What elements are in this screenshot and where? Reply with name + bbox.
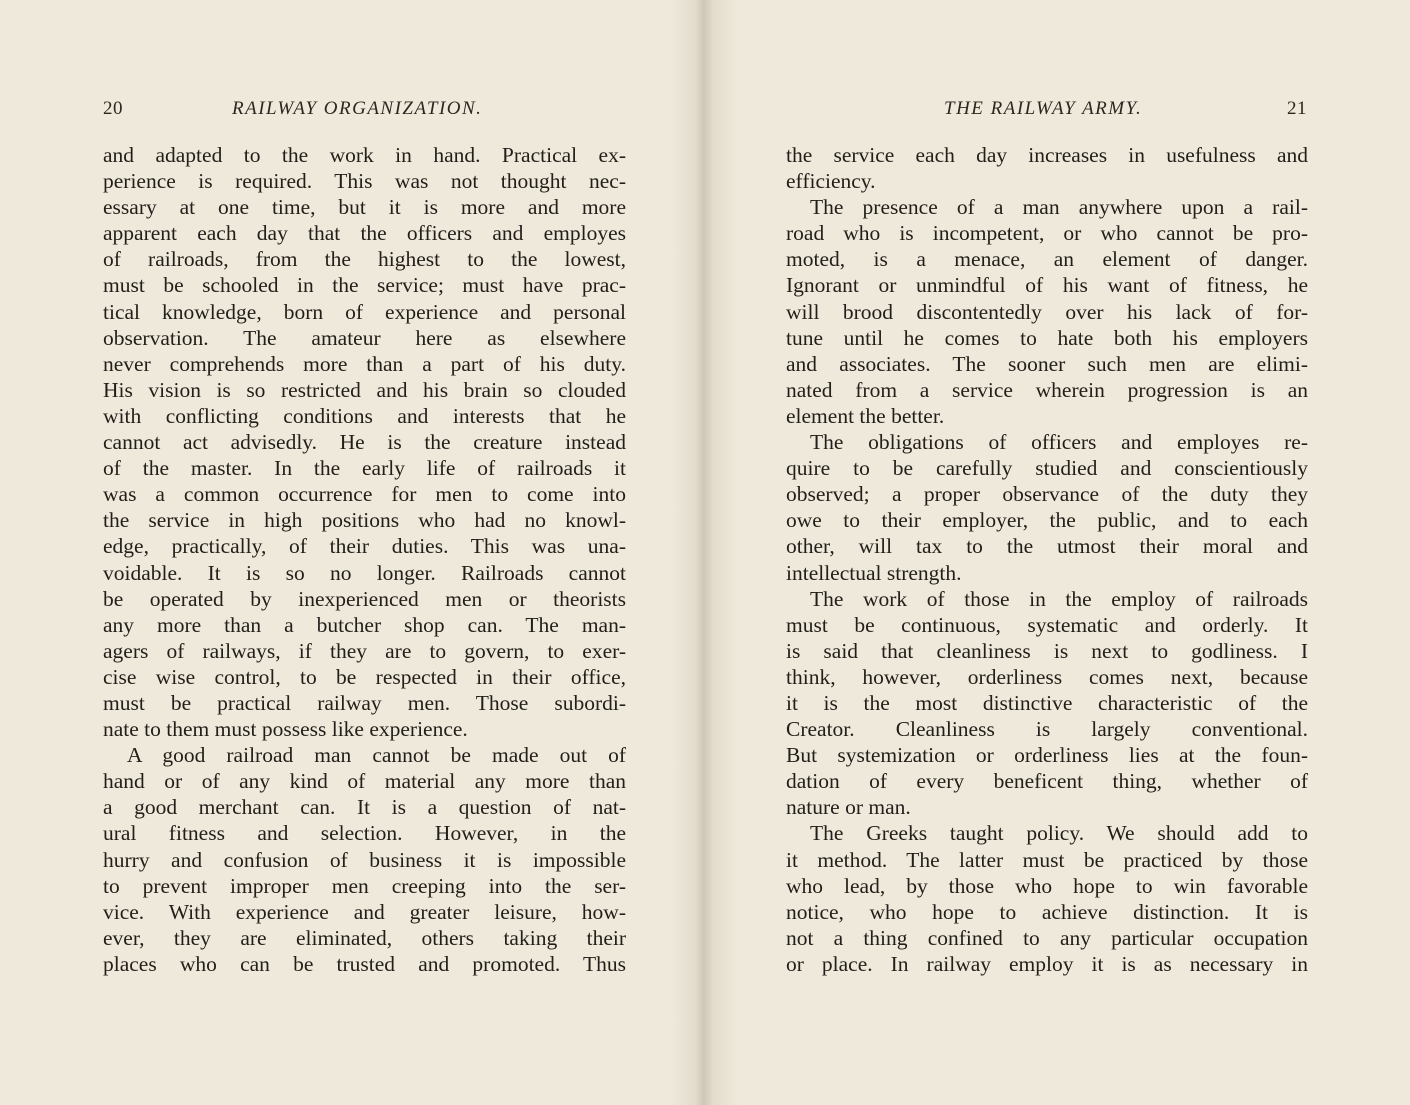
text-line: hand or of any kind of material any more than — [103, 769, 626, 794]
text-line: Ignorant or unmindful of his want of fitness, he — [786, 273, 1308, 298]
text-line: nate to them must possess like experience. — [103, 717, 468, 742]
text-line: The work of those in the employ of railroads — [810, 586, 1308, 611]
text-line: never comprehends more than a part of his duty. — [103, 351, 626, 376]
text-line: But systemization or orderliness lies at the foun- — [786, 743, 1308, 768]
text-line: road who is incompetent, or who cannot be pro- — [786, 221, 1308, 246]
text-line: perience is required. This was not thought nec- — [103, 169, 626, 194]
right-page — [705, 0, 1410, 1105]
right-page-number: 21 — [1287, 98, 1307, 119]
text-line: is said that cleanliness is next to godliness. I — [786, 638, 1308, 663]
text-line: cise wise control, to be respected in their office, — [103, 664, 626, 689]
text-line: the service each day increases in usefulness and — [786, 143, 1308, 167]
text-line: it is the most distinctive characteristic of the — [786, 690, 1308, 715]
text-line: of railroads, from the highest to the lowest, — [103, 247, 626, 272]
book-gutter-shadow — [672, 0, 738, 1105]
text-line: places who can be trusted and promoted. Thus — [103, 951, 626, 976]
text-line: cannot act advisedly. He is the creature instead — [103, 430, 626, 455]
text-line: The Greeks taught policy. We should add to — [810, 821, 1308, 846]
text-line: moted, is a menace, an element of danger. — [786, 247, 1308, 272]
text-line: hurry and confusion of business it is impossible — [103, 847, 626, 872]
text-line: will brood discontentedly over his lack of for- — [786, 299, 1308, 324]
text-line: intellectual strength. — [786, 560, 962, 585]
text-line: edge, practically, of their duties. This was una- — [103, 534, 626, 559]
text-line: efficiency. — [786, 169, 876, 194]
text-line: nated from a service wherein progression is an — [786, 377, 1308, 402]
text-line: observation. The amateur here as elsewhere — [103, 325, 626, 350]
text-line: who lead, by those who hope to win favorable — [786, 873, 1308, 898]
text-line: vice. With experience and greater leisure, how- — [103, 899, 626, 924]
left-page-number: 20 — [103, 98, 123, 119]
text-line: The presence of a man anywhere upon a rail- — [810, 195, 1308, 220]
text-line: and associates. The sooner such men are elimi- — [786, 351, 1308, 376]
text-line: essary at one time, but it is more and more — [103, 195, 626, 220]
text-line: and adapted to the work in hand. Practical ex- — [103, 143, 626, 167]
text-line: observed; a proper observance of the duty they — [786, 482, 1308, 507]
text-line: it method. The latter must be practiced by those — [786, 847, 1308, 872]
left-running-head: RAILWAY ORGANIZATION. — [232, 98, 483, 119]
text-line: tical knowledge, born of experience and personal — [103, 299, 626, 324]
text-line: quire to be carefully studied and conscientiously — [786, 456, 1308, 481]
text-line: voidable. It is so no longer. Railroads cannot — [103, 560, 626, 585]
text-line: a good merchant can. It is a question of nat- — [103, 795, 626, 820]
text-line: or place. In railway employ it is as necessary in — [786, 951, 1308, 976]
text-line: of the master. In the early life of railroads it — [103, 456, 626, 481]
text-line: the service in high positions who had no knowl- — [103, 508, 626, 533]
text-line: agers of railways, if they are to govern, to exer- — [103, 638, 626, 663]
left-page-body — [103, 142, 626, 977]
text-line: think, however, orderliness comes next, because — [786, 664, 1308, 689]
text-line: must be schooled in the service; must have prac- — [103, 273, 626, 298]
right-running-head: THE RAILWAY ARMY. — [944, 98, 1143, 119]
text-line: to prevent improper men creeping into the ser- — [103, 873, 626, 898]
text-line: A good railroad man cannot be made out of — [127, 743, 626, 768]
text-line: notice, who hope to achieve distinction. It is — [786, 899, 1308, 924]
right-page-body — [786, 142, 1308, 977]
text-line: tune until he comes to hate both his employers — [786, 325, 1308, 350]
text-line: element the better. — [786, 403, 945, 428]
text-line: was a common occurrence for men to come into — [103, 482, 626, 507]
text-line: with conflicting conditions and interests that he — [103, 403, 626, 428]
text-line: dation of every beneficent thing, whether of — [786, 769, 1308, 794]
text-line: any more than a butcher shop can. The man- — [103, 612, 626, 637]
text-line: ever, they are eliminated, others taking their — [103, 925, 626, 950]
text-line: ural fitness and selection. However, in the — [103, 821, 626, 846]
text-line: nature or man. — [786, 795, 911, 820]
text-line: owe to their employer, the public, and to each — [786, 508, 1308, 533]
text-line: not a thing confined to any particular occupation — [786, 925, 1308, 950]
text-line: apparent each day that the officers and employes — [103, 221, 626, 246]
text-line: His vision is so restricted and his brain so clouded — [103, 377, 626, 402]
text-line: other, will tax to the utmost their moral and — [786, 534, 1308, 559]
text-line: be operated by inexperienced men or theorists — [103, 586, 626, 611]
text-line: must be practical railway men. Those subordi- — [103, 690, 626, 715]
text-line: Creator. Cleanliness is largely conventional. — [786, 717, 1308, 742]
text-line: The obligations of officers and employes re- — [810, 430, 1308, 455]
text-line: must be continuous, systematic and orderly. It — [786, 612, 1308, 637]
